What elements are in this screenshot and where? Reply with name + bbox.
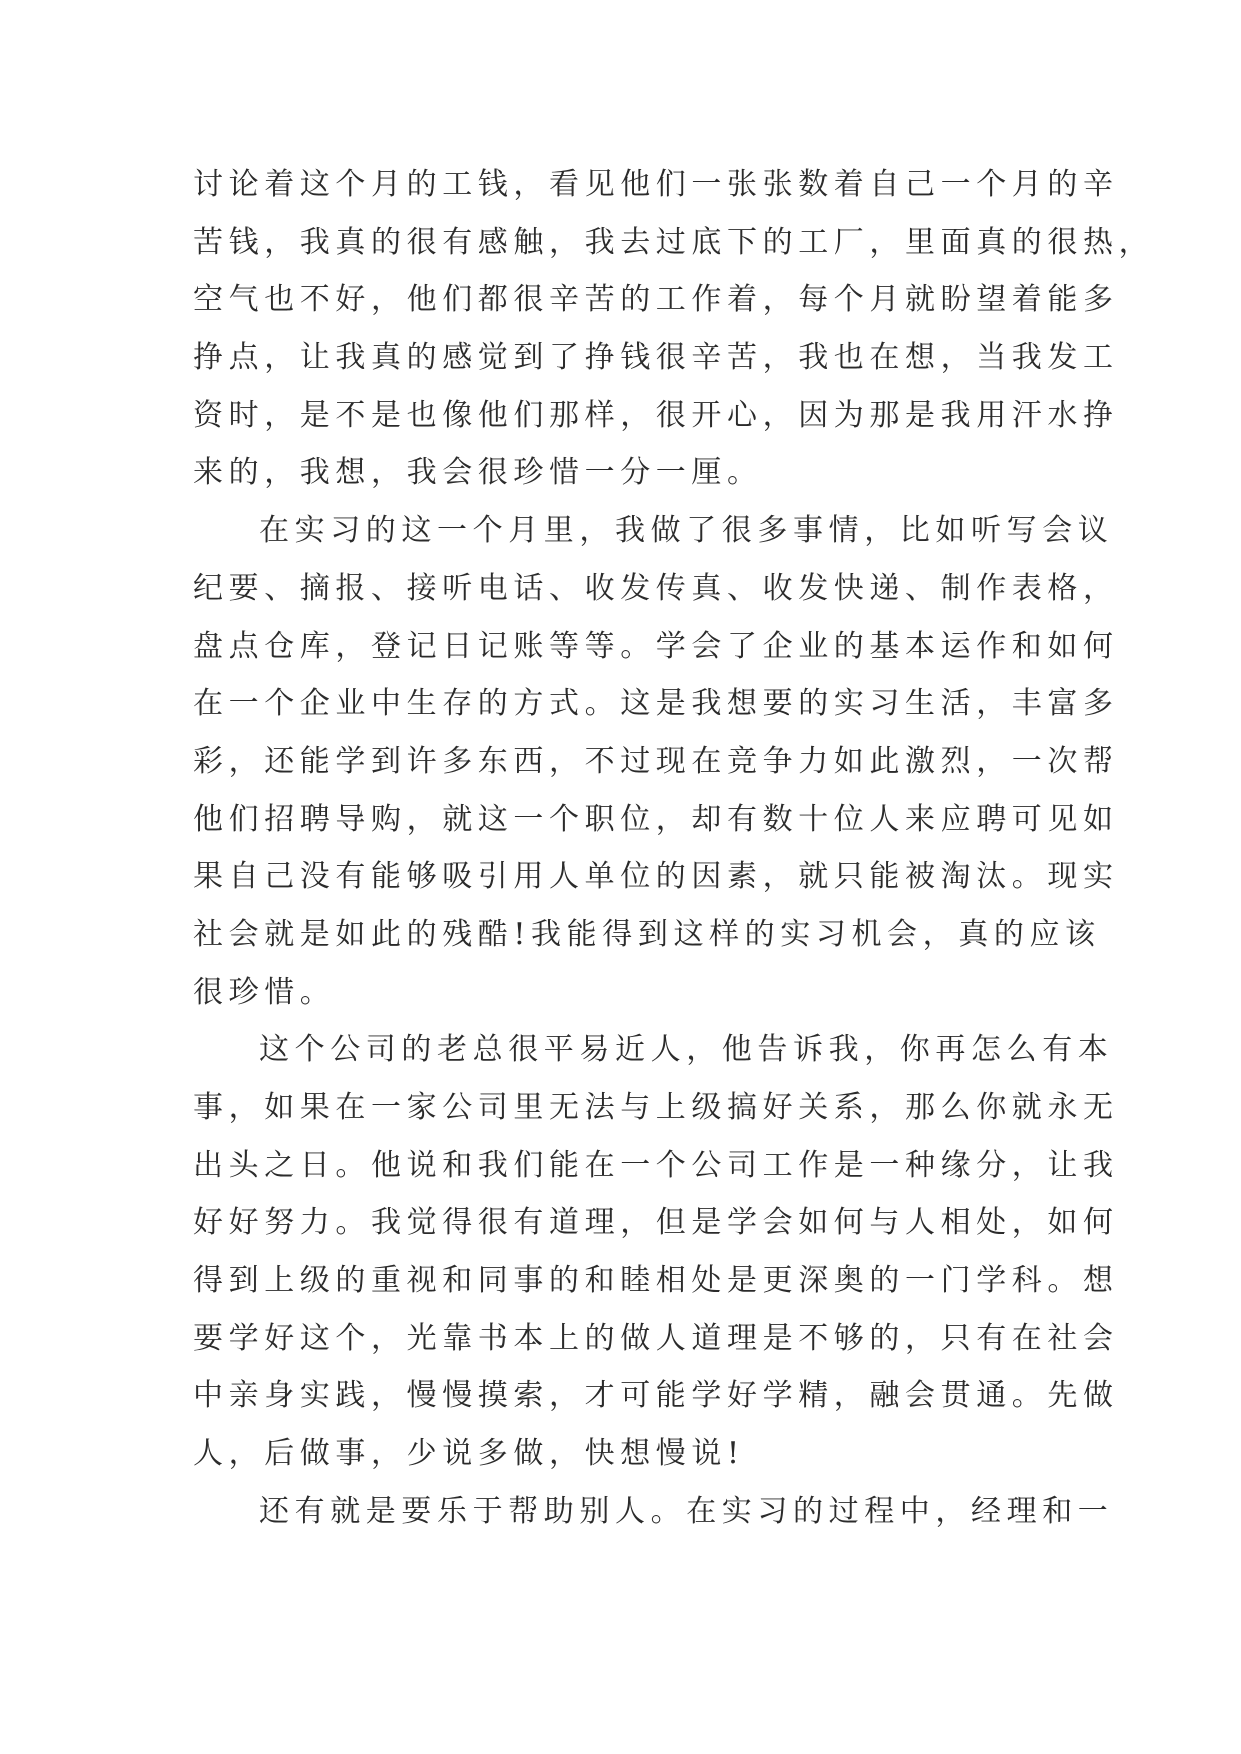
text-line: 果自己没有能够吸引用人单位的因素，就只能被淘汰。现实	[193, 859, 1119, 895]
text-line: 彩，还能学到许多东西，不过现在竞争力如此激烈，一次帮	[193, 743, 1119, 779]
text-line: 盘点仓库，登记日记账等等。学会了企业的基本运作和如何	[193, 628, 1119, 664]
paragraph-start-line: 还有就是要乐于帮助别人。在实习的过程中，经理和一	[259, 1493, 1114, 1529]
text-line: 很珍惜。	[193, 974, 336, 1010]
text-line: 资时，是不是也像他们那样，很开心，因为那是我用汗水挣	[193, 397, 1119, 433]
text-line: 来的，我想，我会很珍惜一分一厘。	[193, 455, 763, 491]
text-line: 要学好这个，光靠书本上的做人道理是不够的，只有在社会	[193, 1320, 1119, 1356]
paragraph-start-line: 这个公司的老总很平易近人，他告诉我，你再怎么有本	[259, 1032, 1114, 1068]
text-line: 他们招聘导购，就这一个职位，却有数十位人来应聘可见如	[193, 801, 1119, 837]
text-line: 好好努力。我觉得很有道理，但是学会如何与人相处，如何	[193, 1205, 1119, 1241]
document-body	[193, 156, 1155, 1541]
text-line: 空气也不好，他们都很辛苦的工作着，每个月就盼望着能多	[193, 282, 1119, 318]
text-line: 人，后做事，少说多做，快想慢说!	[193, 1436, 745, 1472]
text-line: 挣点，让我真的感觉到了挣钱很辛苦，我也在想，当我发工	[193, 340, 1119, 376]
text-line: 苦钱，我真的很有感触，我去过底下的工厂，里面真的很热，	[193, 224, 1155, 260]
paragraph-start-line: 在实习的这一个月里，我做了很多事情，比如听写会议	[259, 513, 1114, 549]
text-line: 纪要、摘报、接听电话、收发传真、收发快递、制作表格，	[193, 570, 1119, 606]
text-line: 事，如果在一家公司里无法与上级搞好关系，那么你就永无	[193, 1090, 1119, 1125]
text-line: 讨论着这个月的工钱，看见他们一张张数着自己一个月的辛	[193, 167, 1119, 202]
text-line: 中亲身实践，慢慢摸索，才可能学好学精，融会贯通。先做	[193, 1378, 1119, 1414]
text-line: 在一个企业中生存的方式。这是我想要的实习生活，丰富多	[193, 686, 1119, 722]
text-line: 得到上级的重视和同事的和睦相处是更深奥的一门学科。想	[193, 1263, 1119, 1299]
text-line: 社会就是如此的残酷!我能得到这样的实习机会，真的应该	[193, 916, 1101, 952]
text-line: 出头之日。他说和我们能在一个公司工作是一种缘分，让我	[193, 1147, 1119, 1183]
